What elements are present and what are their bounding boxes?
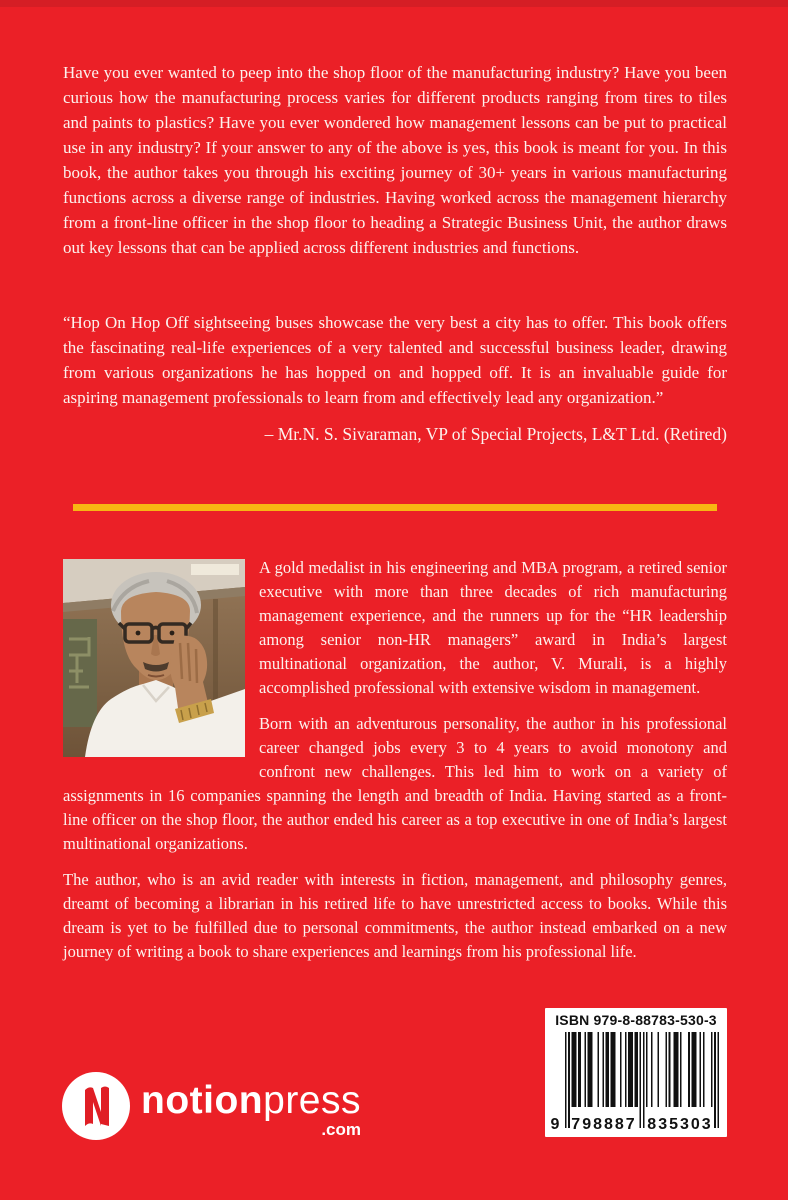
author-bio-paragraph-3: The author, who is an avid reader with interests in fiction, management, and philosophy genres, dreamt of becoming a librarian in his retired life to have unrestricted access to books. While this dream is yet to be fulfilled due to personal commitments, the author instead embarked on a new journey of writing a book to share experiences and learnings from his professional life. [63,870,727,961]
cover-top-edge [0,0,788,7]
wordmark-press: press [263,1079,361,1122]
isbn-barcode [545,1008,727,1137]
publisher-domain: .com [321,1120,361,1139]
testimonial-section [63,310,727,445]
author-bio-paragraph-1: A gold medalist in his engineering and MBA program, a retired senior executive with more than three decades of rich manufacturing management experience, and the runners up for the “HR leadership among senior non-HR managers” award in India’s largest multinational organization, the author, V. Murali, is a highly accomplished professional with extensive wisdom in management. [259,558,727,697]
author-photo [63,559,245,757]
publisher-wordmark-text [141,1081,361,1121]
publisher-logo [62,1072,361,1140]
notionpress-n-glyph [76,1084,116,1128]
notionpress-n-icon [62,1072,130,1140]
barcode-bars [565,1032,719,1128]
isbn-label: ISBN 979-8-88783-530-3 [555,1012,717,1028]
barcode-digits-right: 835303 [647,1116,713,1133]
gold-divider-rule [73,504,717,511]
barcode-digit-lead: 9 [550,1116,560,1133]
author-portrait-illustration [63,559,245,757]
synopsis-text: Have you ever wanted to peep into the shop floor of the manufacturing industry? Have you been curious how the manufacturing process varies for different products ranging from tires to tiles and paints to plastics? Have you ever wondered how management lessons can be put to practical use in any industry? If your answer to any of the above is yes, this book is meant for you. In this book, the author takes you through his exciting journey of 30+ years in various manufacturing functions across a diverse range of industries. Having worked across the management hierarchy from a front-line officer in the shop floor to heading a Strategic Business Unit, the author draws out key lessons that can be applied across different industries and functions. [63,63,727,257]
author-bio-section [63,556,727,976]
author-bio-paragraph-2: Born with an adventurous personality, the author in his professional career changed jobs every 3 to 4 years to avoid monotony and confront new challenges. This led him to work on a variety of assignments in 16 companies spanning the length and breadth of India. Having started as a front-line officer on the shop floor, the author ended his career as a top executive in one of India’s largest multinational organizations. [63,714,727,853]
publisher-wordmark [141,1072,361,1140]
wordmark-notion: notion [141,1079,264,1122]
testimonial-quote: “Hop On Hop Off sightseeing buses showcase the very best a city has to offer. This book offers the fascinating real-life experiences of a very talented and successful business leader, drawing from various organizations he has hopped on and hopped off. It is an invaluable guide for aspiring management professionals to learn from and effectively lead any organization.” [63,313,727,407]
synopsis-section [63,60,727,260]
testimonial-attribution: – Mr.N. S. Sivaraman, VP of Special Projects, L&T Ltd. (Retired) [264,424,727,444]
barcode-digits-left: 798887 [571,1116,637,1133]
